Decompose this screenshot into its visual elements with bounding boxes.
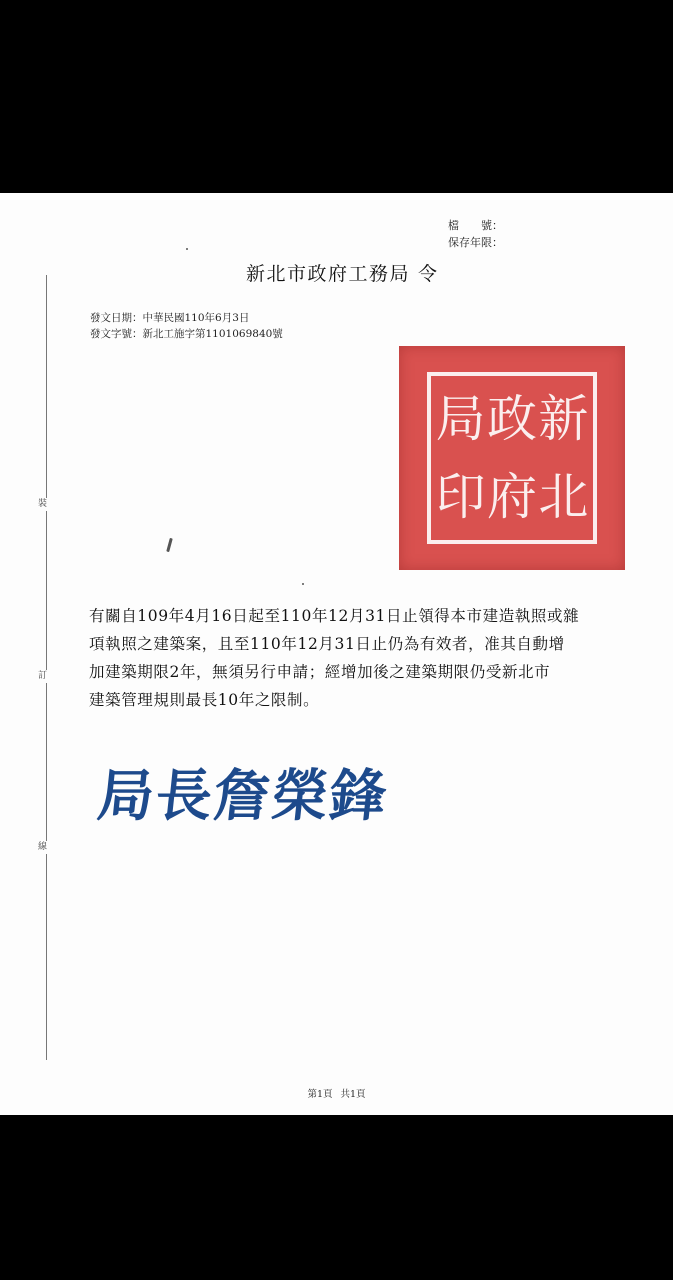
binding-mark-ding: 訂: [38, 671, 48, 681]
official-seal: [399, 346, 625, 570]
seal-char: 新: [538, 390, 589, 448]
seal-char: 政: [486, 390, 537, 448]
page-total: 共1頁: [340, 1089, 366, 1100]
document-number: 發文字號：新北工施字第1101069840號: [90, 328, 283, 340]
body-line: 項執照之建築案，且至110年12月31日止仍為有效者，准其自動增: [89, 635, 565, 653]
body-line: 建築管理規則最長10年之限制。: [89, 691, 320, 709]
agency-name: 新北市政府工務局: [246, 263, 411, 285]
seal-char: 局: [435, 390, 486, 448]
seal-characters: [435, 380, 589, 536]
file-number-label: 檔 號：: [448, 219, 503, 232]
scan-speck: [302, 583, 304, 585]
file-number-row: [448, 217, 503, 234]
document-type: 令: [418, 263, 439, 285]
scan-speck: [166, 538, 173, 552]
document-title: [246, 259, 439, 286]
scan-speck: [186, 248, 188, 250]
body-text: [89, 602, 634, 714]
retention-label: 保存年限：: [448, 236, 503, 249]
body-line: 加建築期限2年，無須另行申請；經增加後之建築期限仍受新北市: [89, 663, 551, 681]
body-line: 有關自109年4月16日起至110年12月31日止領得本市建造執照或雜: [89, 607, 580, 625]
page-footer: [0, 1086, 673, 1100]
binding-mark-xian: 線: [38, 842, 48, 852]
director-signature-stamp: 局長詹榮鋒: [94, 763, 392, 829]
seal-char: 北: [538, 468, 589, 526]
binding-line: [46, 275, 47, 1060]
document-page: [0, 193, 673, 1115]
page-number: 第1頁: [307, 1089, 333, 1100]
seal-char: 印: [435, 468, 486, 526]
document-meta: [90, 310, 283, 342]
retention-row: [448, 234, 503, 251]
issue-date: 發文日期：中華民國110年6月3日: [90, 312, 250, 324]
archive-info: [448, 217, 503, 251]
binding-mark-zhuang: 裝: [38, 499, 48, 509]
seal-char: 府: [486, 468, 537, 526]
seal-border: [427, 372, 597, 544]
